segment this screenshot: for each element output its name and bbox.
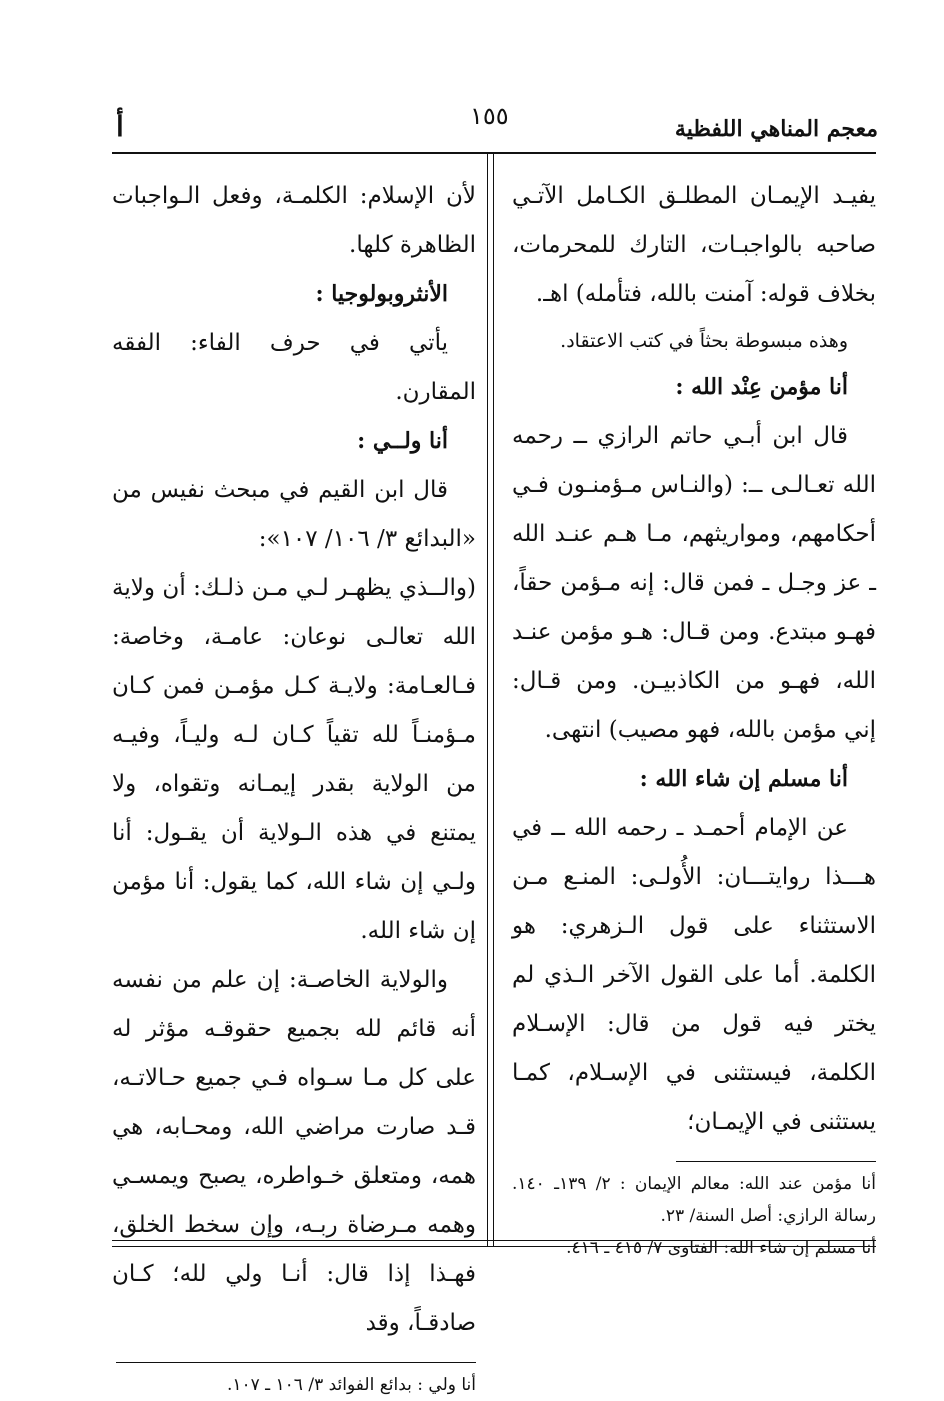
entry-heading: أنا مؤمن عِنْد الله :	[675, 374, 848, 400]
paragraph: وهذه مبسوطة بحثاً في كتب الاعتقاد.	[560, 330, 848, 352]
quotation: (والــذي يظهـر لـي مـن ذلـك: أن ولاية الله تعالـى نوعان: عامـة، وخاصة: فـالعـامة: ولايـة كـل مؤمـن فمن كـان مـؤمنـاً لله تقياً كـان لـه وليـاً، وفيـه من الولاية بقدر إيمـانه وتقواه، ولا يمتنع في هذه الـولاية أن يقـول: أنا ولـي إن شاء الله، كما يقول: أنا مؤمن إن شاء الله.	[112, 575, 476, 944]
page-number: ١٥٥	[470, 102, 509, 130]
paragraph: قال ابن أبـي حاتم الرازي ــ رحمه الله تعـالـى ــ: (والنـاس مـؤمنـون فـي أحكامهم، ومواريثهم، مـا هـم عنـد الله ـ عز وجـل ـ فمن قال: إنه مـؤمن حقاً، فهـو مبتدع. ومن قـال: هـو مؤمن عنـد الله، فهـو من الكاذبيـن. ومن قـال: إني مؤمن بالله، فهو مصيب) انتهى.	[512, 423, 876, 743]
footnote: أنا مؤمن عند الله: معالم الإيمان : ٢/ ١٣٩ـ ١٤٠. رسالة الرازي: أصل السنة/ ٢٣.	[512, 1174, 876, 1226]
right-column	[512, 172, 876, 1264]
paragraph: والولاية الخاصـة: إن علم من نفسه أنه قائم لله بجميع حقوقـه مؤثر له على كل مـا سـواه فـي جميع حـالاتـه، قـد صارت مراضي الله، ومحـابه، هي همه، ومتعلق خـواطره، يصبح ويمسـي وهمه مـرضاة ربـه، وإن سخط الخلق، فهـذا إذا قال: أنـا ولي لله؛ كـان صادقـاً، وقد	[112, 967, 476, 1336]
paragraph: لأن الإسلام: الكلمـة، وفعل الـواجبات الظاهرة كلها.	[112, 183, 476, 258]
section-letter: أ	[116, 110, 124, 143]
footnote-separator	[116, 1362, 476, 1363]
column-separator	[487, 152, 488, 1246]
paragraph: عن الإمام أحمـد ـ رحمه الله ــ في هـــذا روايتـــان: الأُولـى: المنـع مـن الاستثناء على قول الـزهري: هو الكلمة. أما على القول الآخر الـذي لم يختر فيه قول من قال: الإسـلام الكلمة، فيستثنى في الإسـلام، كمـا يستثنى في الإيمـان؛	[512, 815, 876, 1135]
left-column	[112, 172, 476, 1401]
entry-heading: أنا ولــي :	[357, 428, 448, 454]
paragraph: يفيـد الإيمـان المطلـق الكـامل الآتـي صاحبه بالواجبـات، التارك للمحرمات، بخلاف قوله: آمنت بالله، فتأمله) اهـ.	[512, 183, 876, 307]
footnote: أنا مسلم إن شاء الله: الفتاوى ٧/ ٤١٥ ـ ٤١٦.	[566, 1238, 876, 1258]
paragraph: قال ابن القيم في مبحث نفيس من «البدائع ٣/ ١٠٦/ ١٠٧»:	[112, 477, 476, 552]
footnote-separator	[676, 1161, 876, 1162]
entry-heading: الأنثروبولوجيا :	[315, 281, 448, 307]
paragraph: يأتي في حرف الفاء: الفقه المقارن.	[112, 330, 476, 405]
header-rule	[112, 152, 876, 154]
entry-heading: أنا مسلم إن شاء الله :	[639, 766, 848, 792]
footnote: أنا ولي : بدائع الفوائد ٣/ ١٠٦ ـ ١٠٧.	[226, 1375, 476, 1395]
column-separator	[493, 152, 494, 1246]
running-title: معجم المناهي اللفظية	[674, 116, 878, 142]
